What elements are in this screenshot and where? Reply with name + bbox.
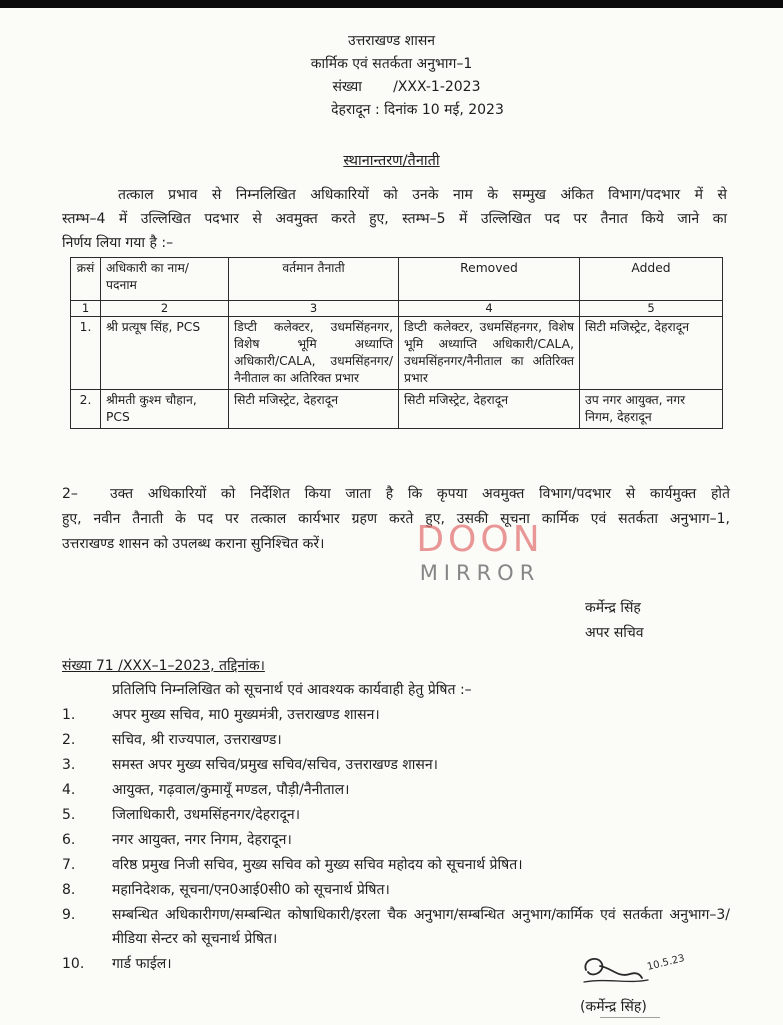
list-item [62, 728, 730, 752]
table-row [71, 390, 723, 429]
document-header [0, 30, 783, 122]
column-number: 1 [71, 301, 101, 317]
header-current: वर्तमान तैनाती [229, 258, 399, 301]
list-item-number: 7. [62, 857, 76, 873]
list-item-text: वरिष्ठ प्रमुख निजी सचिव, मुख्य सचिव को मुख्य सचिव महोदय को सूचनार्थ प्रेषित। [112, 857, 523, 873]
list-item-number: 3. [62, 757, 76, 773]
government-name: उत्तराखण्ड शासन [347, 33, 436, 49]
subject-heading: स्थानान्तरण/तैनाती [343, 153, 440, 169]
document-date: देहरादून : दिनांक 10 मई, 2023 [331, 102, 504, 118]
watermark-logo [400, 520, 560, 586]
paragraph-2-line: हुए, नवीन तैनाती के पद पर तत्काल कार्यभार ग्रहण करते हुए, उसकी सूचना कार्मिक एवं सतर्कता अनुभाग–1, [62, 511, 730, 527]
column-number: 3 [229, 301, 399, 317]
row-removed: सिटी मजिस्ट्रेट, देहरादून [399, 390, 580, 429]
table-column-number-row [71, 301, 723, 317]
copy-reference: संख्या 71 /XXX–1–2023, तद्दिनांक। [62, 658, 265, 674]
row-added: सिटी मजिस्ट्रेट, देहरादून [580, 317, 723, 390]
row-sno: 1. [71, 317, 101, 390]
list-item-text: नगर आयुक्त, नगर निगम, देहरादून। [112, 832, 292, 848]
signature-date: 10.5.23 [646, 953, 686, 973]
column-number: 5 [580, 301, 723, 317]
row-current: डिप्टी कलेक्टर, उधमसिंहनगर, विशेष भूमि अध्याप्ति अधिकारी/CALA, उधमसिंहनगर/नैनीताल का अतिरिक्त प्रभार [229, 317, 399, 390]
watermark-line-1: DOON [416, 519, 544, 560]
header-sno: क्रसं [71, 258, 101, 301]
header-removed: Removed [399, 258, 580, 301]
reference-label: संख्या [332, 79, 362, 95]
list-item [62, 778, 730, 802]
list-item-number: 1. [62, 707, 76, 723]
copy-recipient-list [62, 703, 730, 977]
list-item-number: 5. [62, 807, 76, 823]
table-row [71, 317, 723, 390]
table-header-row [71, 258, 723, 301]
list-item-text: समस्त अपर मुख्य सचिव/प्रमुख सचिव/सचिव, उत्तराखण्ड शासन। [112, 757, 438, 773]
reference-number [0, 76, 783, 99]
paragraph-1-line: स्तम्भ–4 में उल्लिखित पदभार से अवमुक्त करते हुए, स्तम्भ–5 में उल्लिखित पद पर तैनात किये जाने का [62, 211, 727, 227]
list-item [62, 803, 730, 827]
reference-value: /XXX-1-2023 [393, 79, 481, 95]
header-name: अधिकारी का नाम/ पदनाम [101, 258, 229, 301]
row-added: उप नगर आयुक्त, नगर निगम, देहरादून [580, 390, 723, 429]
paragraph-2-line: उत्तराखण्ड शासन को उपलब्ध कराना सुनिश्चित करें। [62, 536, 325, 552]
list-item-number: 8. [62, 882, 76, 898]
row-sno: 2. [71, 390, 101, 429]
signatory-block [585, 596, 644, 646]
copy-intro: प्रतिलिपि निम्नलिखित को सूचनार्थ एवं आवश्यक कार्यवाही हेतु प्रेषित :– [112, 682, 472, 698]
list-item-text: गार्ड फाईल। [112, 956, 172, 972]
list-item-text: आयुक्त, गढ़वाल/कुमायूँ मण्डल, पौड़ी/नैनीताल। [112, 782, 350, 798]
list-item [62, 903, 730, 951]
paragraph-2 [62, 482, 730, 557]
signatory-designation: अपर सचिव [585, 625, 644, 641]
paragraph-2-number: 2– [62, 486, 78, 502]
list-item-number: 2. [62, 732, 76, 748]
section-name: कार्मिक एवं सतर्कता अनुभाग–1 [310, 56, 473, 72]
paragraph-2-line [62, 482, 730, 507]
column-number: 2 [101, 301, 229, 317]
row-name: श्रीमती कुश्म चौहान, PCS [101, 390, 229, 429]
list-item-text: सम्बन्धित अधिकारीगण/सम्बन्धित कोषाधिकारी/इरला चैक अनुभाग/सम्बन्धित अनुभाग/कार्मिक एवं सतर्कता अनुभाग–3/मीडिया सेन्टर को सूचनार्थ प्रेषित। [112, 907, 730, 947]
list-item-text: सचिव, श्री राज्यपाल, उत्तराखण्ड। [112, 732, 282, 748]
list-item-number: 6. [62, 832, 76, 848]
row-name: श्री प्रत्यूष सिंह, PCS [101, 317, 229, 390]
list-item [62, 753, 730, 777]
top-edge-bar [0, 0, 783, 8]
list-item-number: 10. [62, 956, 85, 972]
handwritten-signature [578, 948, 708, 993]
header-added: Added [580, 258, 723, 301]
row-removed: डिप्टी कलेक्टर, उधमसिंहनगर, विशेष भूमि अध्याप्ति अधिकारी/CALA, उधमसिंहनगर/नैनीताल का अतिरिक्त प्रभार [399, 317, 580, 390]
paragraph-1 [62, 183, 727, 255]
list-item [62, 703, 730, 727]
list-item [62, 828, 730, 852]
watermark-line-2: MIRROR [419, 561, 541, 585]
paragraph-2-text: उक्त अधिकारियों को निर्देशित किया जाता है कि कृपया अवमुक्त विभाग/पदभार से कार्यमुक्त होते [110, 486, 730, 502]
paragraph-1-line: निर्णय लिया गया है :– [62, 235, 174, 251]
list-item [62, 878, 730, 902]
row-current: सिटी मजिस्ट्रेट, देहरादून [229, 390, 399, 429]
list-item-number: 9. [62, 907, 76, 923]
list-item-text: अपर मुख्य सचिव, मा0 मुख्यमंत्री, उत्तराखण्ड शासन। [112, 707, 380, 723]
transfer-table [70, 257, 723, 429]
list-item-number: 4. [62, 782, 76, 798]
list-item [62, 853, 730, 877]
signatory-name: कर्मेन्द्र सिंह [585, 600, 641, 616]
paragraph-1-line: तत्काल प्रभाव से निम्नलिखित अधिकारियों को उनके नाम के सम्मुख अंकित विभाग/पदभार में से [118, 187, 727, 203]
column-number: 4 [399, 301, 580, 317]
signatory-name-bracket: (कर्मेन्द्र सिंह) [580, 999, 647, 1015]
list-item-text: जिलाधिकारी, उधमसिंहनगर/देहरादून। [112, 807, 301, 823]
list-item-text: महानिदेशक, सूचना/एन0आई0सी0 को सूचनार्थ प्रेषित। [112, 882, 390, 898]
